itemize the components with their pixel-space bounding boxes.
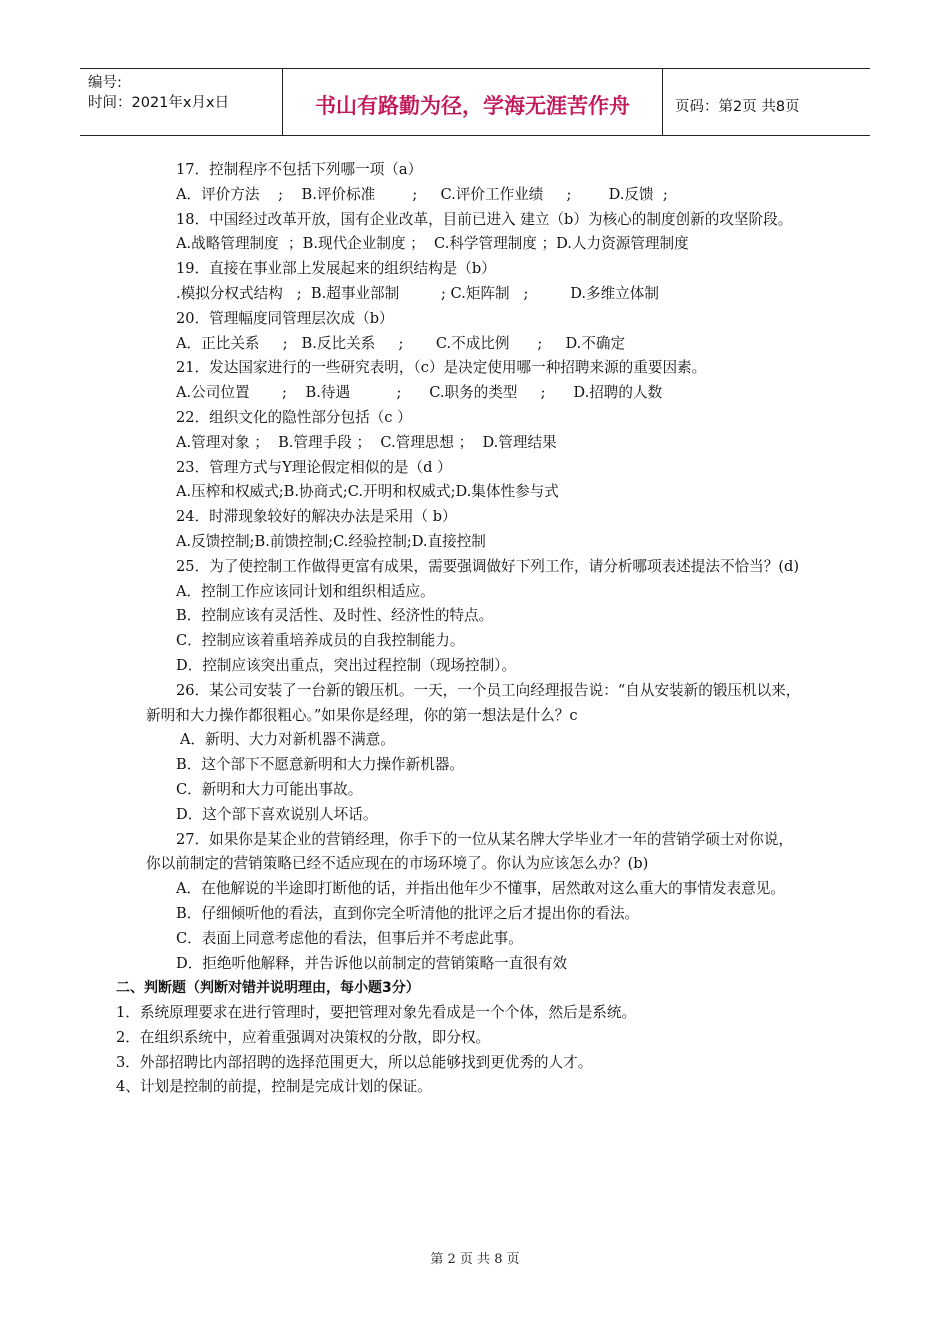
text-line: C．表面上同意考虑他的看法，但事后并不考虑此事。: [176, 929, 523, 947]
text-line: A.公司位置 ; B.待遇 ; C.职务的类型 ; D.招聘的人数: [176, 384, 663, 402]
header-motto: 书山有路勤为径，学海无涯苦作舟: [283, 69, 663, 135]
text-line: 25．为了使控制工作做得更富有成果，需要强调做好下列工作，请分析哪项表述提法不恰当？(d): [176, 557, 800, 575]
text-line: 19．直接在事业部上发展起来的组织结构是（b）: [176, 260, 496, 278]
text-line: 22．组织文化的隐性部分包括（c ）: [176, 408, 412, 426]
text-line: 27．如果你是某企业的营销经理，你手下的一位从某名牌大学毕业才一年的营销学硕士对你说，你以前制定的营销策略已经不适应现在的市场环境了。你认为应该怎么办？(b): [146, 830, 793, 873]
page-header: [80, 68, 870, 136]
text-line: B．仔细倾听他的看法，直到你完全听清他的批评之后才提出你的看法。: [176, 904, 640, 922]
document-number-label: 编号:: [88, 75, 122, 91]
text-line: 2．在组织系统中，应着重强调对决策权的分散，即分权。: [116, 1028, 491, 1046]
text-line: 23．管理方式与Y理论假定相似的是（d ）: [176, 458, 452, 476]
text-line: C．新明和大力可能出事故。: [176, 780, 363, 798]
text-line: 21．发达国家进行的一些研究表明，（c）是决定使用哪一种招聘来源的重要因素。: [176, 359, 707, 377]
text-line: A.管理对象 ； B.管理手段 ； C.管理思想 ； D.管理结果: [176, 433, 557, 451]
text-line: D．这个部下喜欢说别人坏话。: [176, 805, 378, 823]
document-time-label: 时间：2021年x月x日: [88, 95, 230, 111]
section-heading: 二、判断题（判断对错并说明理由，每小题3分）: [116, 980, 420, 997]
text-line: .模拟分权式结构 ; B.超事业部制 ; C.矩阵制 ; D.多维立体制: [176, 284, 659, 302]
text-line: D．拒绝听他解释，并告诉他以前制定的营销策略一直很有效: [176, 954, 568, 972]
text-line: 1．系统原理要求在进行管理时，要把管理对象先看成是一个个体，然后是系统。: [116, 1004, 637, 1022]
page-footer: 第 2 页 共 8 页: [430, 1252, 520, 1267]
text-line: 20．管理幅度同管理层次成（b）: [176, 309, 394, 327]
text-line: 17．控制程序不包括下列哪一项（a）: [176, 161, 423, 178]
text-line: 24．时滞现象较好的解决办法是采用（ b）: [176, 508, 457, 526]
text-line: A．控制工作应该同计划和组织相适应。: [176, 582, 435, 600]
text-line: A．在他解说的半途即打断他的话，并指出他年少不懂事，居然敢对这么重大的事情发表意见。: [176, 880, 785, 898]
text-line: 26．某公司安装了一台新的锻压机。一天，一个员工向经理报告说：“自从安装新的锻压机以来，新明和大力操作都很粗心。”如果你是经理，你的第一想法是什么？c: [146, 681, 801, 724]
text-line: A.压榨和权威式;B.协商式;C.开明和权威式;D.集体性参与式: [176, 483, 559, 501]
text-line: A.战略管理制度 ；B.现代企业制度 ； C.科学管理制度 ；D.人力资源管理制度: [176, 235, 689, 253]
text-line: D．控制应该突出重点，突出过程控制（现场控制）。: [176, 656, 517, 674]
text-line: 18．中国经过改革开放，国有企业改革，目前已进入 建立（b）为核心的制度创新的攻坚阶段。: [176, 210, 793, 228]
text-line: A.反馈控制;B.前馈控制;C.经验控制;D.直接控制: [176, 532, 486, 550]
text-line: 4、计划是控制的前提，控制是完成计划的保证。: [116, 1078, 432, 1096]
text-line: C．控制应该着重培养成员的自我控制能力。: [176, 632, 465, 650]
header-meta: [80, 69, 283, 135]
text-line: A．评价方法 ; B.评价标准 ; C.评价工作业绩 ; D.反馈 ;: [176, 185, 668, 203]
text-line: A．正比关系 ; B.反比关系 ; C.不成比例 ; D.不确定: [176, 334, 626, 352]
header-page-label: 页码：第2页 共8页: [675, 98, 800, 115]
text-line: B．这个部下不愿意新明和大力操作新机器。: [176, 756, 465, 774]
text-line: 3．外部招聘比内部招聘的选择范围更大，所以总能够找到更优秀的人才。: [116, 1053, 593, 1071]
text-line: B．控制应该有灵活性、及时性、经济性的特点。: [176, 607, 494, 625]
document-body: [116, 158, 806, 1100]
text-line: A．新明、大力对新机器不满意。: [180, 731, 395, 749]
